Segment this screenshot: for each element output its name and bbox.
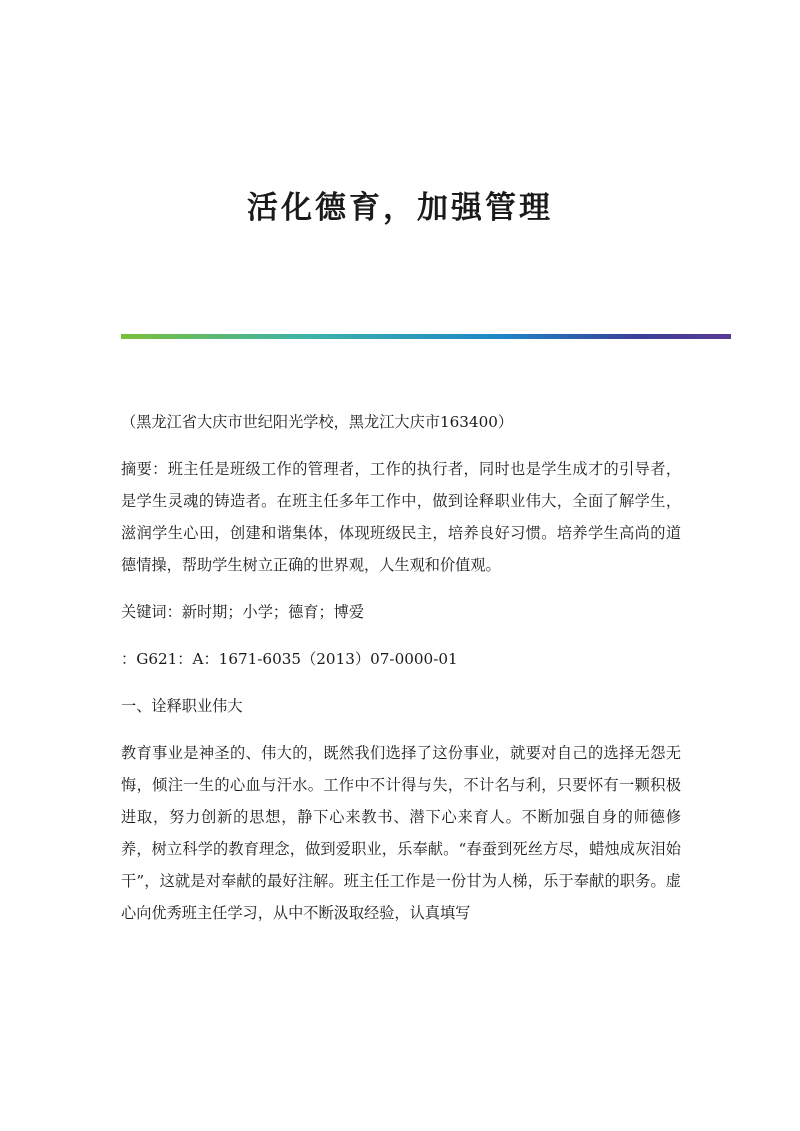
document-body: [121, 406, 681, 929]
classification-line: ：G621：A：1671-6035（2013）07-0000-01: [121, 650, 458, 668]
abstract-paragraph: 摘要：班主任是班级工作的管理者，工作的执行者，同时也是学生成才的引导者，是学生灵魂的铸造者。在班主任多年工作中，做到诠释职业伟大，全面了解学生，滋润学生心田，创建和谐集体，体现班级民主，培养良好习惯。培养学生高尚的道德情操，帮助学生树立正确的世界观，人生观和价值观。: [121, 460, 681, 574]
keywords-line: 关键词：新时期；小学；德育；博爱: [121, 603, 364, 621]
affiliation-line: （黑龙江省大庆市世纪阳光学校，黑龙江大庆市163400）: [121, 413, 514, 431]
section-body-paragraph: 教育事业是神圣的、伟大的，既然我们选择了这份事业，就要对自己的选择无怨无悔，倾注一生的心血与汗水。工作中不计得与失，不计名与利，只要怀有一颗积极进取，努力创新的思想，静下心来教书、潜下心来育人。不断加强自身的师德修养，树立科学的教育理念，做到爱职业，乐奉献。“春蚕到死丝方尽，蜡烛成灰泪始干”，这就是对奉献的最好注解。班主任工作是一份甘为人梯，乐于奉献的职务。虚心向优秀班主任学习，从中不断汲取经验，认真填写: [121, 744, 681, 922]
document-title: 活化德育，加强管理: [247, 190, 553, 226]
section-heading: 一、诠释职业伟大: [121, 697, 243, 715]
title-divider: [121, 334, 731, 339]
